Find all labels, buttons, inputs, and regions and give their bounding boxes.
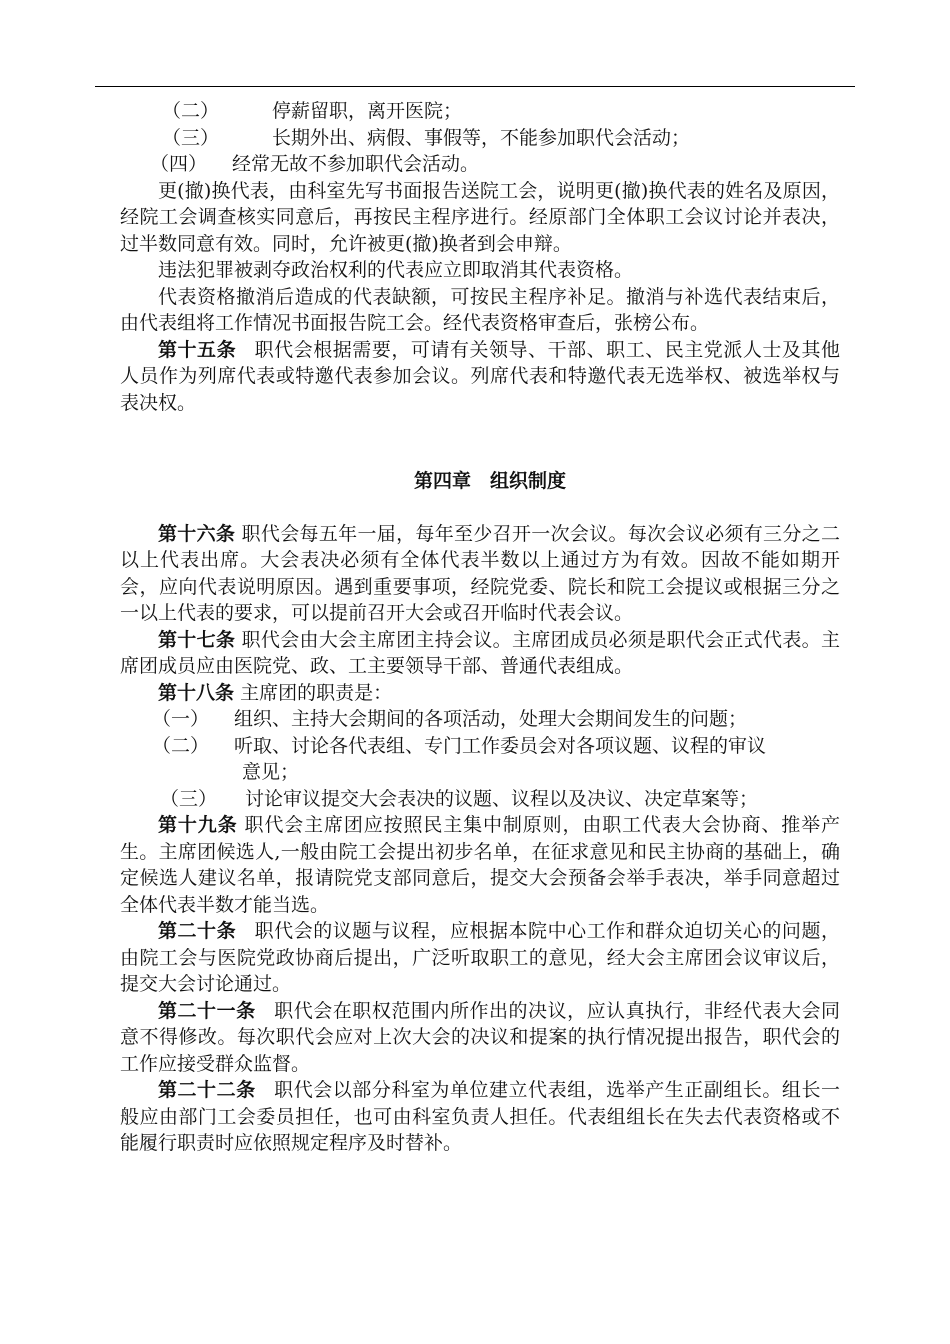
paragraph-vacancy: 代表资格撤消后造成的代表缺额，可按民主程序补足。撤消与补选代表结束后，由代表组将工作情况书面报告院工会。经代表资格审查后，张榜公布。 [120, 285, 840, 334]
article-21 [120, 998, 840, 1078]
list-item-text: 长期外出、病假、事假等，不能参加职代会活动； [272, 126, 691, 149]
list-item-number: （四） [150, 153, 208, 175]
list-item-number: （二） [152, 734, 210, 757]
list-item-continuation: 意见； [242, 761, 300, 783]
article-22 [120, 1077, 840, 1157]
article-label: 第二十二条 [158, 1079, 256, 1101]
article-text: 职代会以部分科室为单位建立代表组，选举产生正副组长。组长一般应由部门工会委员担任，也可由科室负责人担任。代表组组长在失去代表资格或不能履行职责时应依照规定程序及时替补。 [120, 1079, 840, 1154]
list-item-number: （三） [160, 787, 218, 810]
list-item-text: 经常无故不参加职代会活动。 [232, 153, 480, 175]
paragraph-replace-representative: 更(撤)换代表，由科室先写书面报告送院工会，说明更(撤)换代表的姓名及原因，经院工会调查核实同意后，再按民主程序进行。经原部门全体职工会议讨论并表决，过半数同意有效。同时，允许被更(撤)换者到会申辩。 [120, 179, 840, 255]
article-15 [120, 337, 840, 417]
list-item-4 [120, 151, 840, 178]
article-16 [120, 521, 840, 627]
list-item-number: （二） [162, 100, 220, 122]
article-label: 第十六条 [158, 522, 236, 545]
article-label: 第十九条 [158, 814, 238, 836]
article-label: 第十五条 [158, 338, 237, 361]
article-text: 职代会的议题与议程，应根据本院中心工作和群众迫切关心的问题，由院工会与医院党政协商后提出，广泛听取职工的意见，经大会主席团会议审议后，提交大会讨论通过。 [120, 920, 840, 995]
article-19 [120, 812, 840, 918]
article-label: 第十七条 [158, 628, 236, 651]
article-text: 职代会每五年一届，每年至少召开一次会议。每次会议必须有三分之二以上代表出席。大会表决必须有全体代表半数以上通过方为有效。因故不能如期开会，应向代表说明原因。遇到重要事项，经院党委、院长和院工会提议或根据三分之一以上代表的要求，可以提前召开大会或召开临时代表会议。 [120, 522, 840, 624]
list-item-2 [120, 98, 840, 125]
list-item-text: 讨论审议提交大会表决的议题、议程以及决议、决定草案等； [245, 787, 759, 810]
article-label: 第二十一条 [158, 999, 256, 1022]
article-18 [120, 680, 840, 707]
article-17 [120, 627, 840, 680]
article-text: 职代会根据需要，可请有关领导、干部、职工、民主党派人士及其他人员作为列席代表或特邀代表参加会议。列席代表和特邀代表无选举权、被选举权与表决权。 [120, 338, 840, 414]
article-text: 职代会主席团应按照民主集中制原则，由职工代表大会协商、推举产生。主席团候选人,一般由院工会提出初步名单，在征求意见和民主协商的基础上，确定候选人建议名单，报请院党支部同意后，提交大会预备会举手表决，举手同意超过全体代表半数才能当选。 [120, 814, 840, 916]
chapter-title: 第四章 组织制度 [413, 470, 566, 492]
article-label: 第十八条 [158, 681, 235, 704]
document-body [120, 98, 840, 1157]
paragraph-crime: 违法犯罪被剥夺政治权利的代表应立即取消其代表资格。 [158, 259, 634, 281]
header-rule [95, 86, 855, 87]
list-item-number: （三） [162, 126, 220, 149]
list-item-number: （一） [152, 708, 210, 730]
list-item-text: 组织、主持大会期间的各项活动，处理大会期间发生的问题； [234, 708, 748, 730]
article-text: 职代会由大会主席团主持会议。主席团成员必须是职代会正式代表。主席团成员应由医院党、政、工主要领导干部、普通代表组成。 [120, 628, 840, 677]
article-label: 第二十条 [158, 920, 237, 942]
article-text: 主席团的职责是： [240, 681, 393, 704]
article-20 [120, 918, 840, 998]
duty-item-3 [120, 786, 840, 813]
article-text: 职代会在职权范围内所作出的决议，应认真执行，非经代表大会同意不得修改。每次职代会应对上次大会的决议和提案的执行情况提出报告，职代会的工作应接受群众监督。 [120, 999, 840, 1075]
duty-item-1 [120, 706, 840, 733]
list-item-text: 听取、讨论各代表组、专门工作委员会对各项议题、议程的审议 [234, 734, 767, 757]
list-item-text: 停薪留职，离开医院； [272, 100, 463, 122]
duty-item-2 [120, 733, 840, 786]
list-item-3 [120, 125, 840, 152]
